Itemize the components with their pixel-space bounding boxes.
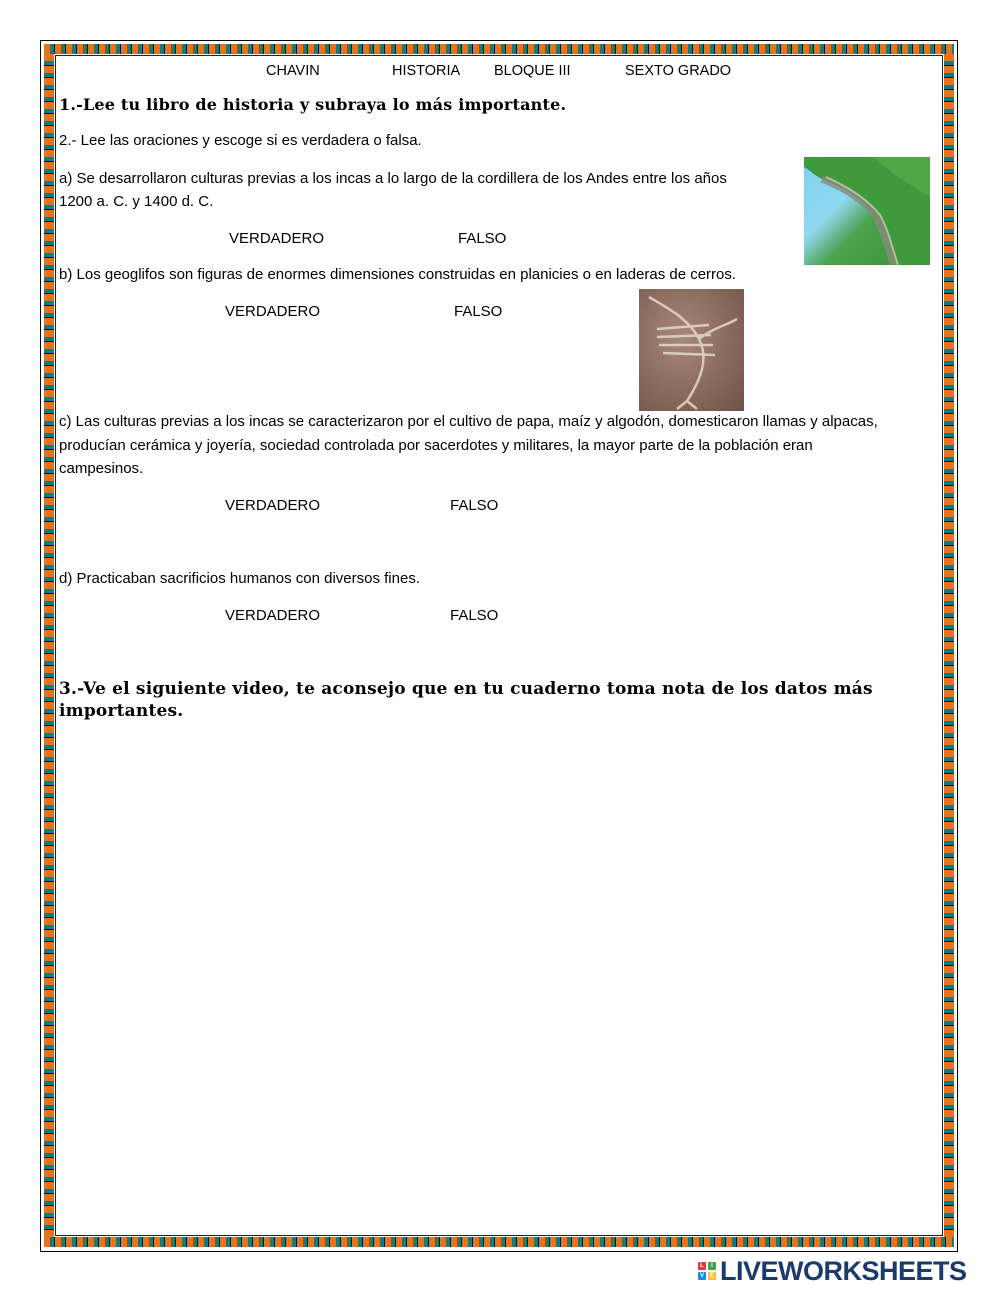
andes-map-image (804, 157, 930, 265)
logo-text: LIVEWORKSHEETS (720, 1255, 967, 1286)
question-d-text: d) Practicaban sacrificios humanos con diversos fines. (59, 570, 420, 587)
border-band-right (944, 54, 954, 1237)
logo-letter-l: L (698, 1262, 706, 1270)
header-course: HISTORIA (392, 63, 461, 79)
question-a-true-option[interactable]: VERDADERO (229, 230, 325, 247)
question-d-true-option[interactable]: VERDADERO (225, 607, 321, 624)
question-b-text: b) Los geoglifos son figuras de enormes dimensiones construidas en planicies o en laderas de cerros. (59, 266, 737, 283)
logo-letter-i: I (708, 1262, 716, 1270)
border-band-left (44, 54, 54, 1237)
question-d-false-option[interactable]: FALSO (450, 607, 499, 624)
nazca-geoglyph-image (639, 289, 744, 411)
logo-letter-e: E (709, 1273, 714, 1279)
header-subject: CHAVIN (266, 63, 320, 79)
video-area[interactable] (80, 740, 920, 1210)
logo-mark-icon (698, 1262, 716, 1280)
logo-letter-v: V (699, 1273, 704, 1279)
section3-title-line1: 3.-Ve el siguiente video, te aconsejo que en tu cuaderno toma nota de los datos más (59, 679, 873, 699)
border-band-top (44, 44, 954, 54)
header-block: BLOQUE III (494, 63, 571, 79)
question-b-true-option[interactable]: VERDADERO (225, 303, 321, 320)
question-c-false-option[interactable]: FALSO (450, 497, 499, 514)
question-b-false-option[interactable]: FALSO (454, 303, 503, 320)
question-c-line2: producían cerámica y joyería, sociedad controlada por sacerdotes y militares, la mayor parte de la población eran (59, 437, 813, 454)
border-band-bottom (44, 1237, 954, 1247)
section1-title: 1.-Lee tu libro de historia y subraya lo más importante. (59, 95, 567, 114)
question-a-false-option[interactable]: FALSO (458, 230, 507, 247)
question-c-line1: c) Las culturas previas a los incas se caracterizaron por el cultivo de papa, maíz y algodón, domesticaron llamas y alpacas, (59, 413, 878, 430)
header-grade: SEXTO GRADO (625, 63, 732, 79)
section2-intro: 2.- Lee las oraciones y escoge si es verdadera o falsa. (59, 132, 422, 149)
section3-title-line2: importantes. (59, 701, 184, 721)
question-c-true-option[interactable]: VERDADERO (225, 497, 321, 514)
question-a-line1: a) Se desarrollaron culturas previas a los incas a lo largo de la cordillera de los Andes entre los años (59, 170, 727, 187)
liveworksheets-logo (698, 1257, 967, 1285)
question-a-line2: 1200 a. C. y 1400 d. C. (59, 193, 214, 210)
question-c-line3: campesinos. (59, 460, 144, 477)
